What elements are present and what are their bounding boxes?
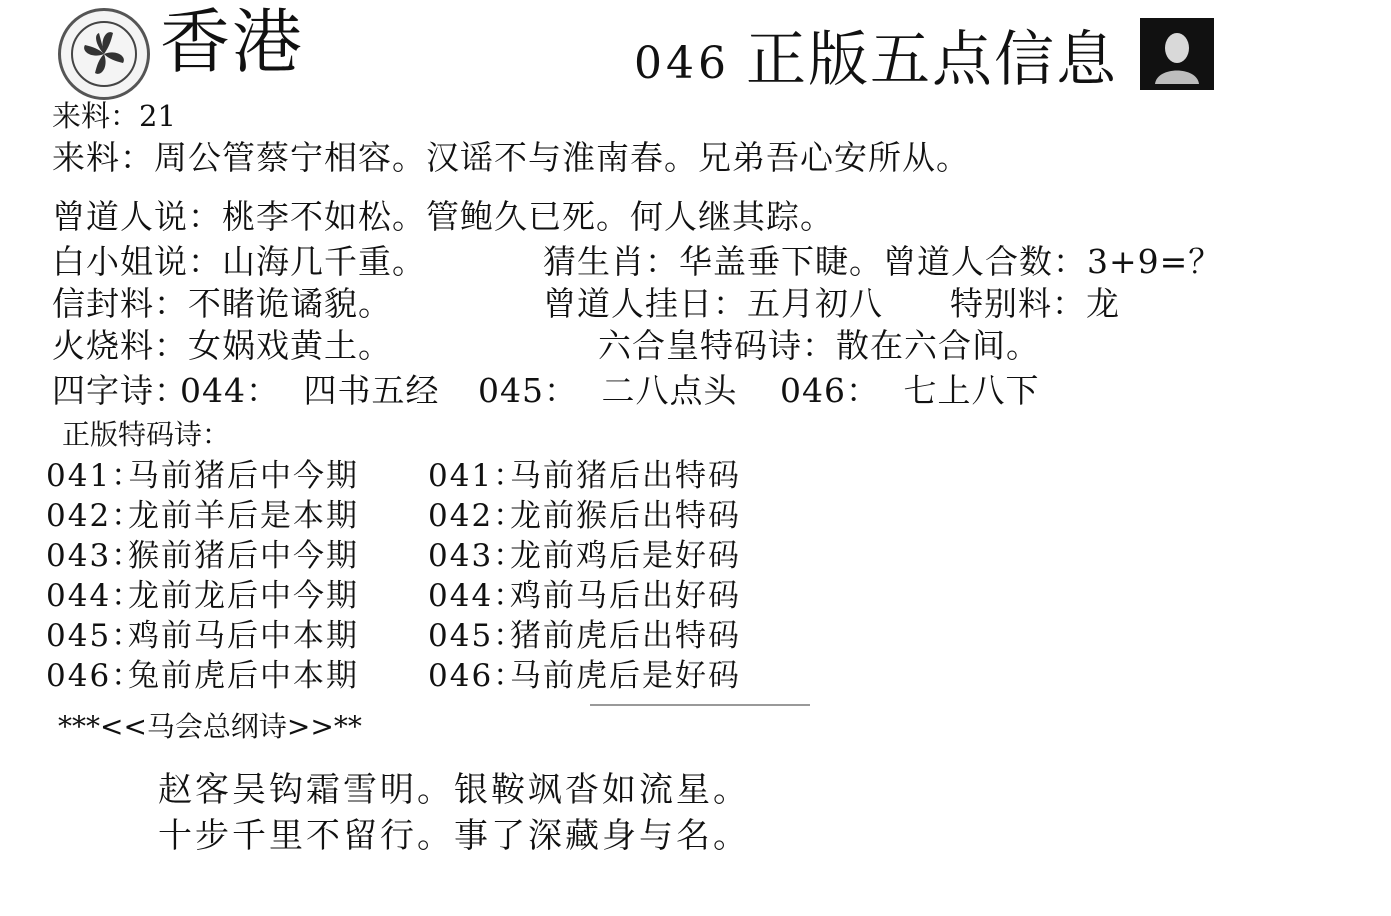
huoshao-liao: 火烧料：女娲戏黄土。: [52, 326, 392, 365]
row-num: 046：: [428, 658, 527, 694]
row-num: 041：: [46, 458, 145, 494]
sizi-text: 二八点头: [601, 371, 738, 410]
tema-right-column: [428, 456, 741, 696]
tema-title: 正版特码诗：: [62, 418, 231, 451]
row-num: 043：: [428, 538, 527, 574]
row-text: 鸡前马后中本期: [128, 618, 359, 654]
gangshi-line-1: 赵客吴钩霜雪明。银鞍飒沓如流星。: [158, 770, 750, 810]
row-text: 马前猪后出特码: [510, 458, 741, 494]
bai-xiaojie-shuo: 白小姐说：山海几千重。: [52, 242, 426, 281]
row-num: 043：: [46, 538, 145, 574]
sizi-text: 四书五经: [303, 371, 440, 410]
row-text: 龙前猴后出特码: [510, 498, 741, 534]
gangshi-title: ***<<马会总纲诗>>**: [58, 710, 362, 743]
sizi-num: 045：: [478, 371, 578, 410]
table-row: [428, 496, 741, 536]
gua-ri: 曾道人挂日：五月初八: [543, 284, 883, 323]
tebie-liao: 特别料：龙: [950, 284, 1120, 323]
table-row: [428, 576, 741, 616]
table-row: [428, 456, 741, 496]
laoliao-text: 来料：周公管蔡宁相容。汉谣不与淮南春。兄弟吾心安所从。: [52, 138, 970, 177]
sizi-num: 046：: [780, 371, 880, 410]
sizi-text: 七上八下: [903, 371, 1040, 410]
zeng-daoren-shuo: 曾道人说：桃李不如松。管鲍久已死。何人继其踪。: [52, 197, 834, 236]
row-num: 044：: [428, 578, 527, 614]
sizi-item: [478, 370, 738, 412]
issue-number: 046: [634, 38, 730, 89]
cai-shengxiao: 猜生肖：华盖垂下睫。曾道人合数：3+9=？: [543, 242, 1223, 281]
portrait-photo: [1140, 18, 1214, 90]
row-text: 龙前羊后是本期: [128, 498, 359, 534]
laoliao-number: 来料：21: [52, 99, 176, 133]
row-text: 马前虎后是好码: [510, 658, 741, 694]
row-text: 鸡前马后出好码: [510, 578, 741, 614]
row-text: 龙前龙后中今期: [128, 578, 359, 614]
row-text: 兔前虎后中本期: [128, 658, 359, 694]
row-text: 猴前猪后中今期: [128, 538, 359, 574]
table-row: [46, 616, 359, 656]
table-row: [428, 656, 741, 696]
table-row: [428, 536, 741, 576]
sizi-item: [780, 370, 1040, 412]
xinfeng-liao: 信封料：不睹诡谲貌。: [52, 284, 392, 323]
table-row: [428, 616, 741, 656]
bauhinia-emblem-icon: [58, 8, 150, 100]
row-num: 045：: [428, 618, 527, 654]
table-row: [46, 576, 359, 616]
brand-title: 香港: [160, 1, 304, 83]
table-row: [46, 656, 359, 696]
divider: [590, 704, 810, 706]
row-num: 042：: [46, 498, 145, 534]
row-num: 042：: [428, 498, 527, 534]
sizi-label: 四字诗：: [52, 371, 188, 410]
headline: 正版五点信息: [746, 25, 1118, 95]
tema-left-column: [46, 456, 359, 696]
sizi-item: [180, 370, 440, 412]
table-row: [46, 496, 359, 536]
table-row: [46, 536, 359, 576]
row-text: 猪前虎后出特码: [510, 618, 741, 654]
row-text: 马前猪后中今期: [128, 458, 359, 494]
row-num: 044：: [46, 578, 145, 614]
row-text: 龙前鸡后是好码: [510, 538, 741, 574]
gangshi-line-2: 十步千里不留行。事了深藏身与名。: [158, 816, 750, 856]
sizi-num: 044：: [180, 371, 280, 410]
table-row: [46, 456, 359, 496]
row-num: 041：: [428, 458, 527, 494]
liuhe-tema-shi: 六合皇特码诗：散在六合间。: [598, 326, 1040, 365]
row-num: 046：: [46, 658, 145, 694]
row-num: 045：: [46, 618, 145, 654]
